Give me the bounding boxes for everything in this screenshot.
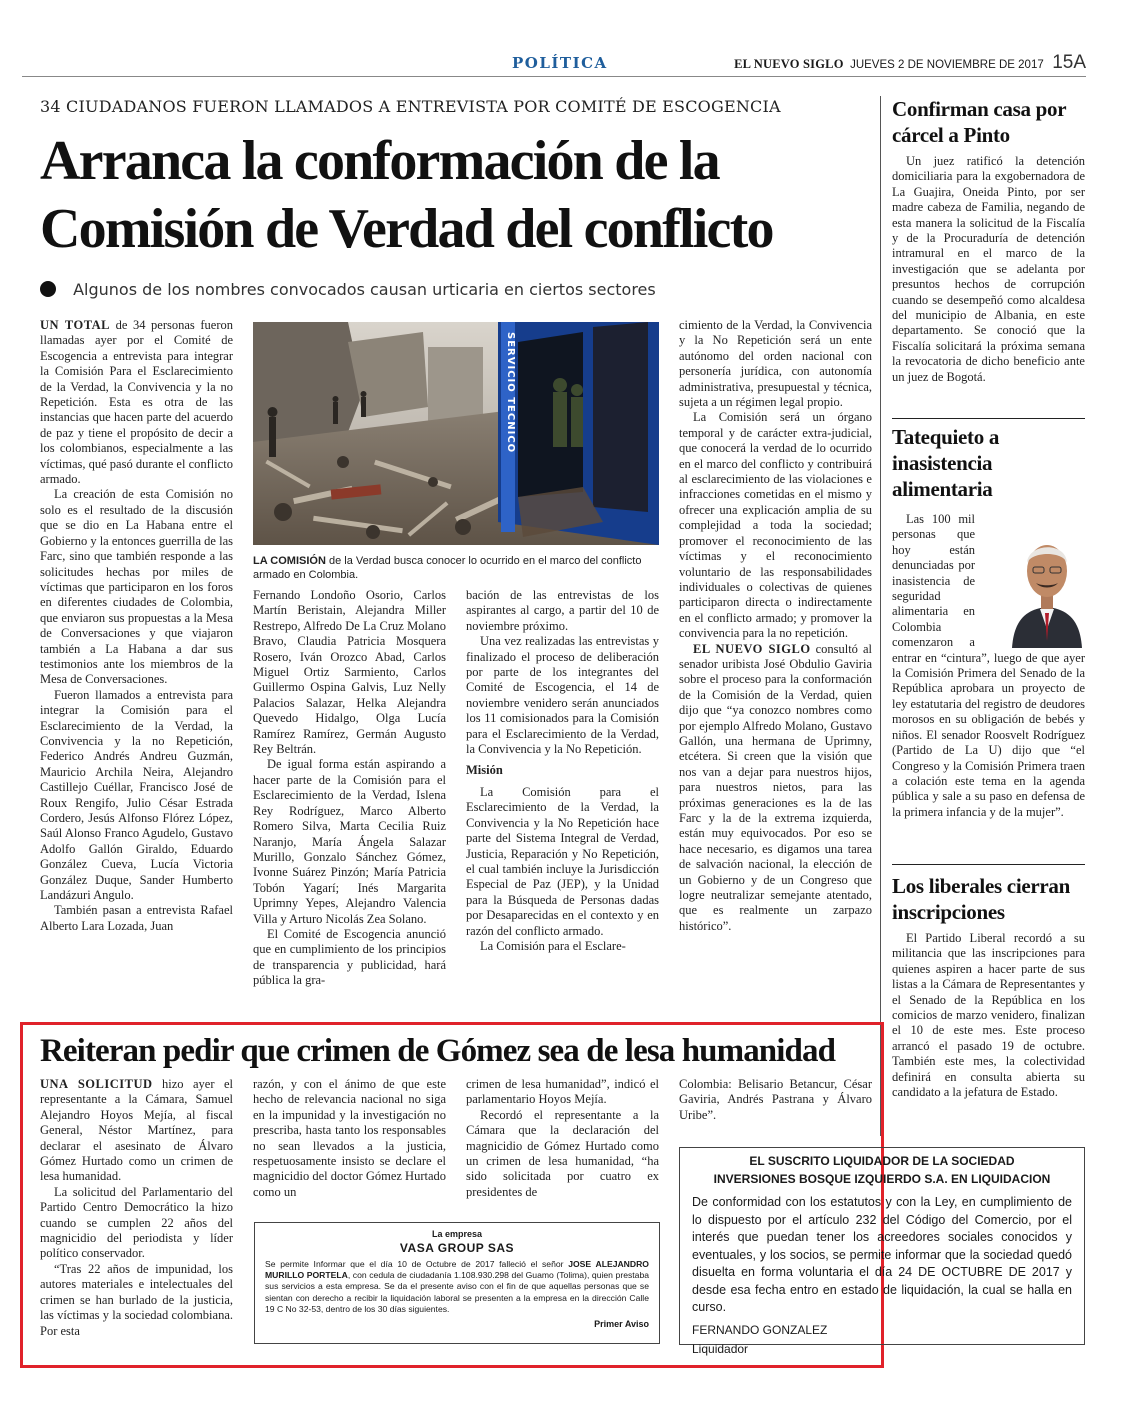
headline-line-1: Arranca la conformación de la [40,130,719,192]
main-col3-p3: La Comisión para el Esclarecimiento de la Verdad, la Convivencia y la No Repetición hace parte del Sistema Integral de Verdad, Justicia, Reparación y No Repetición, el cual también incluye la Jurisdicción Especial de Paz (JEP), y la Unidad para la Búsqueda de Personas dadas por Desaparecidas en el contexto y en razón del conflicto armado. [466,784,659,938]
main-column-4 [679,318,872,1018]
main-col4-p1: cimiento de la Verdad, la Convivencia y la No Repetición será un ente autónomo del orden nacional con personería jurídica, con autonomía administrativa, presupuestal y técnica, sujeta a un régimen legal propio. [679,318,872,410]
section-label: POLÍTICA [512,54,608,72]
lead-in: UN TOTAL [40,318,111,332]
notice-liquidador [679,1147,1085,1356]
photo-sign-text: SERVICIO TECNICO [505,332,516,454]
photo-caption [253,554,659,582]
main-column-3 [466,588,659,1018]
main-col3-p2: Una vez realizadas las entrevistas y finalizado el proceso de deliberación por parte de los integrantes del Comité de Escogencia, el 14 de noviembre venidero serán anunciados los 11 comisionados para la Comisión para el Esclarecimiento de la Verdad, la Convivencia y la No Repetición. [466,634,659,757]
sidebar-text-liberales: El Partido Liberal recordó a su militancia que las inscripciones para quienes aspiren a hacer parte de sus listas a la Cámara de Representantes y el Senado de la República en los comicios de marzo venidero, finalizan el 10 de este mes. Este proceso arrancó el pasado 19 de octubre. También este mes, la colectividad definirá en consulta abierta su candidato a la jefatura de Estado. [892,931,1085,1100]
headline-line-2: Comisión de Verdad del conflicto [40,198,773,260]
gomez-lead-in: UNA SOLICITUD [40,1077,153,1091]
notice1-body: Se permite Informar que el día 10 de Octubre de 2017 falleció el señor JOSE ALEJANDRO MURILLO PORTELA, con cedula de ciudadanía 1.108.930.298 del Guamo (Tolima), quien prestaba sus servicios a esta empresa. Se da el presente aviso con el fin de que aquellas personas que se sientan con derecho a recibir la liquidación laboral se presenten a la empresa en la dirección Calle 19 C No 32-53, dentro de los 30 días siguientes. [265,1259,650,1314]
header-rule [22,76,1086,77]
notice1-footer: Primer Aviso [594,1319,649,1330]
gomez-col3-p1: crimen de lesa humanidad”, indicó el parlamentario Hoyos Mejía. [466,1077,659,1107]
main-col2-p1: Fernando Londoño Osorio, Carlos Martín Beristain, Alejandra Miller Restrepo, Alfredo De La Cruz Molano Bravo, Claudia Patricia Mosquera Rosero, Iván Orozco Abad, Carlos Miguel Ortiz Sarmiento, Carlos Guillermo Ospina Galvis, Luz Nelly Palacios Salazar, Helka Alejandra Quevedo Hidalgo, Olga Lucía Ramírez Ramírez, Germán Augusto Rey Beltrán. [253,588,446,757]
issue-date: JUEVES 2 DE NOVIEMBRE DE 2017 [850,59,1044,71]
page-header [22,52,1086,78]
main-column-2 [253,588,446,1018]
main-col2-p3: El Comité de Escogencia anunció que en cumplimiento de los principios de transparencia y publicidad, hará pública la gra- [253,926,446,988]
gomez-col1-p3: “Tras 22 años de impunidad, los autores materiales e intelectuales del crimen se han burlado de la justicia, las víctimas y la sociedad colombiana. Por esta [40,1261,233,1338]
gomez-column-4 [679,1077,872,1137]
notice2-signer: FERNANDO GONZALEZ [692,1322,828,1337]
notice2-title-2: INVERSIONES BOSQUE IZQUIERDO S.A. EN LIQUIDACION [713,1172,1051,1186]
gomez-column-3 [466,1077,659,1207]
sidebar-story-pinto [892,96,1085,404]
caption-text: de la Verdad busca conocer lo ocurrido en el marco del conflicto armado en Colombia. [253,555,642,581]
main-col1-p1: UN TOTAL de 34 personas fueron llamadas ayer por el Comité de Escogencia a entrevista para integrar la Comisión Para el Esclarecimiento de la Verdad, la Convivencia y la no Repetición. Esta es otra de las instancias que hacen parte del acuerdo de paz y tiene el propósito de decir a los colombianos, especialmente a las víctimas, qué pasó durante el conflicto armado. [40,318,233,487]
main-col1-p3: Fueron llamados a entrevista para integrar la Comisión para el Esclarecimiento de la Verdad, la Convivencia y la no Repetición, Federico Andrés Andreu Guzmán, Mauricio Archila Neira, Alejandro Castillejo Cuéllar, Francisco José de Roux Rengifo, Julio César Estrada Cordero, Jesús Alfonso Flórez López, Saúl Alonso Franco Agudelo, Gustavo Adolfo Gallón Giraldo, Eduardo González Cueva, Lucía Victoria González Duque, Sander Humberto Landázuri Angulo. [40,687,233,903]
subhead-mision: Misión [466,763,503,778]
gomez-col2-p1: razón, y con el ánimo de que este hecho de relevancia nacional no siga en la impunidad y la investigación no prescriba, hasta tanto los responsables no sean llevados a la justicia, respetuosamente insisto se declare el magnicidio del doctor Gómez Hurtado como un [253,1077,446,1199]
folio [734,52,1086,74]
sidebar-title-alimentaria: Tatequieto a inasistencia alimentaria [892,425,1000,501]
sidebar-rule-1 [892,418,1085,419]
gomez-column-2 [253,1077,446,1207]
caption-lead: LA COMISIÓN [253,555,326,567]
notice1-name: JOSE ALEJANDRO MURILLO PORTELA [265,1259,649,1281]
gomez-col1-p1: UNA SOLICITUD hizo ayer el representante a la Cámara, Samuel Alejandro Hoyos Mejía, al fiscal General, Néstor Martínez, para declarar el asesinato de Álvaro Gómez Hurtado como un crimen de lesa humanidad. [40,1077,233,1184]
paper-name: EL NUEVO SIGLO [734,57,844,71]
news-photo [253,322,659,545]
main-col1-p4: También pasan a entrevista Rafael Alberto Lara Lozada, Juan [40,903,233,933]
sidebar-text-pinto: Un juez ratificó la detención domiciliaria para la exgobernadora de La Guajira, Oneida Pinto, por ser madre cabeza de Familia, negando de esta manera la solicitud de la Fiscalía y de la Procuraduría de detención intramural en el marco de la investigación que se adelanta por presuntos hechos de corrupción cuando se desempeñó como alcaldesa del municipio de Albania, en este departamento. Se conoció que la Fiscalía solicitará la próxima semana la revocatoria de dicho beneficio ante un juez de Bogotá. [892,154,1085,384]
sidebar-divider [880,96,881,1136]
page-number: 15A [1052,52,1086,73]
sidebar-title-liberales: Los liberales cierran inscripciones [892,874,1070,924]
notice-vasa-group [254,1222,660,1344]
main-col3-p4: La Comisión para el Esclare- [480,938,626,953]
deck [40,280,880,299]
gomez-col4-p1: Colombia: Belisario Betancur, César Gaviria, Andrés Pastrana y Álvaro Uribe”. [679,1077,872,1122]
main-col3-p1: bación de las entrevistas de los aspirantes al cargo, a partir del 10 de noviembre próximo. [466,588,659,633]
main-headline [40,127,880,263]
gomez-column-1 [40,1077,233,1347]
main-col4-p2: La Comisión será un órgano temporal y de carácter extra-judicial, que conocerá la verdad de lo ocurrido en el marco del conflicto y contribuirá al esclarecimiento de las violaciones e infracciones cometidas en el mismo y ofrecer una explicación amplia de su complejidad a toda la sociedad; promover el reconocimiento de las víctimas y el reconocimiento voluntario de las responsabilidades individuales o colectivas de quienes participaron directa o indirectamente en el conflicto armado; y promover la convivencia para la no repetición. [679,410,872,641]
notice1-label: La empresa [431,1229,483,1239]
deck-text: Algunos de los nombres convocados causan urticaria en ciertos sectores [73,280,656,299]
gomez-col3-p2: Recordó el representante a la Cámara que la declaración del magnicidio de Gómez Hurtado como un crimen de lesa humanidad, “ha sido solicitada por cuatro ex presidentes de [466,1107,659,1199]
sidebar-text-alimentaria: Las 100 mil personas que hoy están denunciadas por inasistencia de seguridad alimentaria en Colombia comenzaron a entrar en “cintura”, luego de que ayer la Comisión Primera del Senado de la República aprobara un proyecto de ley estatutaria del registro de deudores morosos en su obligación de bebés y niños. El senador Roosvelt Rodríguez (Partido de La U) dijo que “el Congreso y la Comisión Primera traen a colación este tema en la agenda pública y sale a su paso en defensa de la primera infancia y de la mujer”. [892,512,1085,819]
notice1-company: VASA GROUP SAS [399,1241,515,1255]
gomez-headline: Reiteran pedir que crimen de Gómez sea de lesa humanidad [40,1033,836,1069]
kicker: 34 CIUDADANOS FUERON LLAMADOS A ENTREVISTA POR COMITÉ DE ESCOGENCIA [40,97,781,116]
bullet-icon [40,281,56,297]
sidebar-rule-2 [892,864,1085,865]
main-col2-p2: De igual forma están aspirando a hacer parte de la Comisión para el Esclarecimiento de la Verdad, Islena Rey Rodríguez, Marco Alberto Romero Silva, Marta Cecilia Ruiz Naranjo, María Ángela Salazar Murillo, Gonzalo Sánchez Gómez, Ivonne Suárez Pinzón; María Patricia Tobón Yagarí; Inés Margarita Uprimny Yepes, Alejandro Valencia Villa y Arturo Nicolás Zea Solano. [253,757,446,926]
notice2-role: Liquidador [692,1341,749,1356]
main-col1-p2: La creación de esta Comisión no solo es el resultado de la discusión que se dio en La Habana entre el Gobierno y la entonces guerrilla de las Farc, sino que también responde a las solicitudes hechas por miles de víctimas que participaron en los foros en diferentes ciudades de Colombia, que enviaron sus propuestas a la Mesa de Conversaciones y que viajaron también a La Habana a dar sus testimonios ante los miembros de la Mesa de Conversaciones. [40,487,233,687]
sidebar-story-liberales [892,873,1085,1141]
main-col4-p3: EL NUEVO SIGLO consultó al senador uribista José Obdulio Gaviria sobre el proceso para la conformación de la Comisión de la Verdad, quien dijo que “ya conozco nombres como por ejemplo Alfredo Molano, Gustavo Gallón, una hermana de Uprimny, etcétera. Si creen que la visión que nos van a dejar para nuestros hijos, para nuestros nietos, para las próximas generaciones es la de las Farc y la de la extrema izquierda, están muy equivocados. Por eso se hace necesario, es digamos una tarea de salvación nacional, la elección de un Gobierno y de un Congreso que logre neutralizar semejante atentado, que es realmente un zarpazo histórico”. [679,641,872,933]
photo-illustration [253,322,659,545]
notice2-title-1: EL SUSCRITO LIQUIDADOR DE LA SOCIEDAD [749,1154,1015,1168]
notice2-body: De conformidad con los estatutos y con la Ley, en cumplimiento de lo dispuesto por el artículo 232 del Código del Comercio, por el interés que puedan tener los acreedores sociales conocidos y eventuales, y los socios, se permite informar que la sociedad quedó disuelta en forma voluntaria el día 24 DE OCTUBRE DE 2017 y desde esa fecha entro en estado de liquidación, la cual se halla en curso. [692,1195,1072,1314]
gomez-col1-p2: La solicitud del Parlamentario del Partido Centro Democrático la hizo cuando se cumplen 22 años del magnicidio del periodista y líder político conservador. [40,1184,233,1261]
sidebar-title-pinto: Confirman casa por cárcel a Pinto [892,97,1066,147]
lead-in-nuevo-siglo: EL NUEVO SIGLO [693,641,811,656]
sidebar-story-alimentaria [892,424,1085,502]
main-column-1 [40,318,233,1018]
